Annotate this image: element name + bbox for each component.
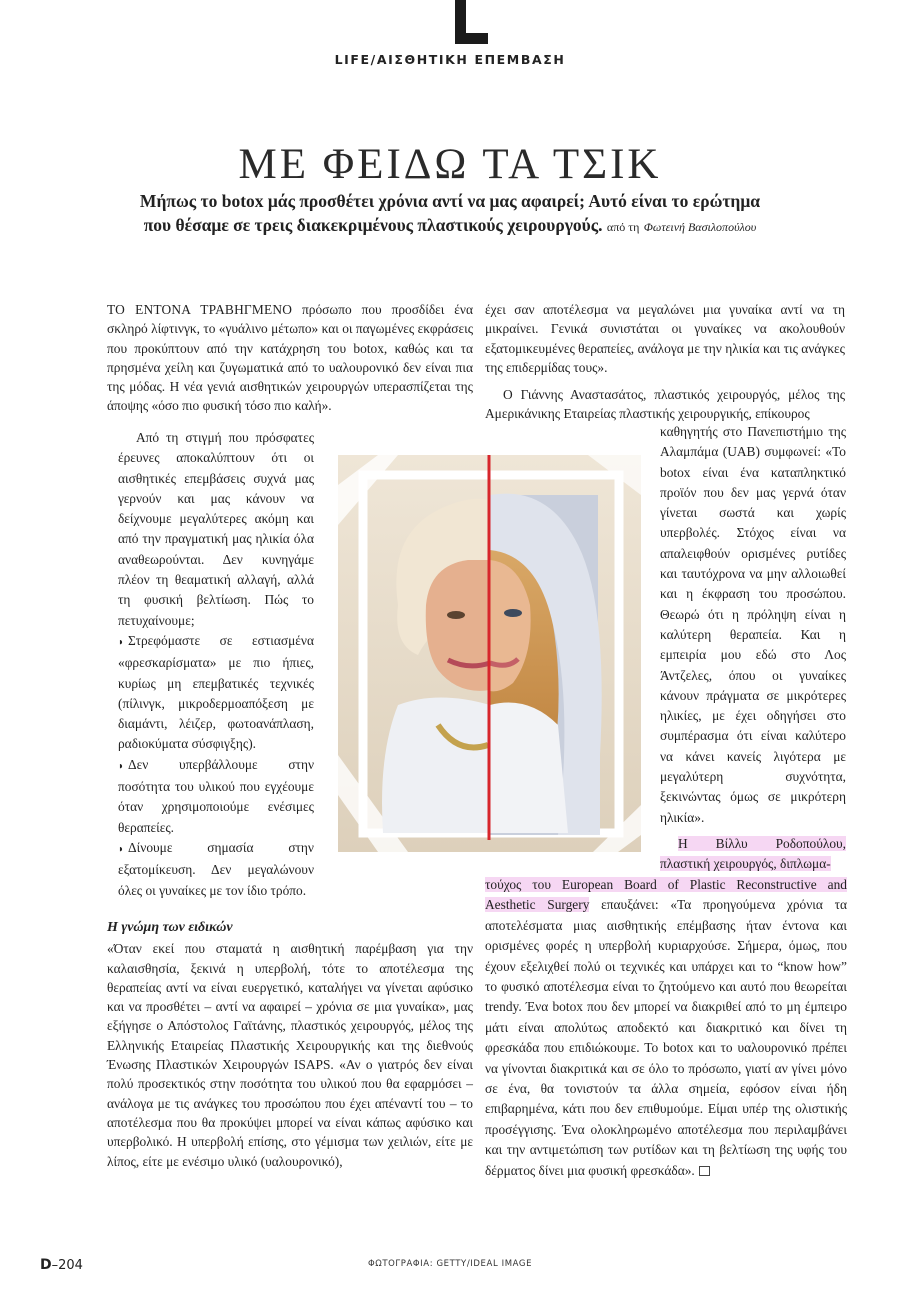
lead-caps: ΤΟ ΕΝΤΟΝΑ ΤΡΑΒΗΓΜΕΝΟ [107, 302, 293, 317]
rodopoulou-intro: Η Βίλλυ Ροδοπούλου, πλαστική χειρουργός, διπλωμα- [660, 836, 846, 872]
right-wrap-column [660, 422, 846, 828]
right-column-top [485, 300, 845, 424]
standfirst-line-2: που θέσαμε σε τρεις διακεκριμένους πλαστικούς χειρουργούς. [143, 215, 603, 235]
bullet-item-2: ◗ Δεν υπερβάλλουμε στην ποσότητα του υλικού που εγχέουμε όταν χρησιμοποιούμε ενέσιμες θεραπείες. [118, 755, 314, 838]
right-paragraph-2: Ο Γιάννης Αναστασάτος, πλαστικός χειρουργός, μέλος της Αμερικάνικης Εταιρείας πλαστικής χειρουργικής, επίκουρος [485, 387, 845, 422]
byline-prefix: από τη [606, 220, 640, 234]
lead-paragraph [107, 300, 473, 416]
section-label: LIFE/ΑΙΣΘΗΤΙΚΗ ΕΠΕΜΒΑΣΗ [334, 52, 566, 67]
article-photo [338, 455, 641, 852]
author-name: Φωτεινή Βασιλοπούλου [643, 220, 757, 234]
article-title: ΜΕ ΦΕΙΔΩ ΤΑ ΤΣΙΚ [238, 141, 662, 188]
photo-credit: ΦΩΤΟΓΡΑΦΙΑ: GETTY/IDEAL IMAGE [367, 1259, 533, 1269]
right-wrap-column-2 [660, 834, 846, 875]
page-letter: D [40, 1257, 52, 1273]
end-square-icon [699, 1166, 710, 1176]
bullet-item-1: ◗ Στρεφόμαστε σε εστιασμένα «φρεσκαρίσματα» με πιο ήπιες, κυρίως μη επεμβατικές τεχνικές (πίλινγκ, μικροδερμοαπόξεση με διαμάντι, λέιζερ, φωτοανάπλαση, ραδιοκύματα σύσφιγξης). [118, 631, 314, 755]
highlighted-credentials: τούχος του European Board of Plastic Reconstructive and Aesthetic Surgery [485, 877, 847, 913]
rodopoulou-quote: επαυξάνει: «Τα προηγούμενα χρόνια τα αποτελέσματα μιας αισθητικής επέμβασης ήταν έντονα και ορισμένες φορές η υπερβολή κυριαρχούσε. Σήμερα, όμως, που έχουν εξελιχθεί πολύ οι τεχνικές και υπάρχει και το “know how” το φυσικό αποτέλεσμα είναι το ζητούμενο και αυτό που θεωρείται trendy. Ένα botox που δεν μπορεί να διακριθεί από το μη έμπειρο μάτι είναι απολύτως αποδεκτό και διακριτικό και δίνει τη φρεσκάδα που επιδιώκουμε. Το botox και το υαλουρονικό πρέπει να γίνονται διακριτικά και σε όλο το πρόσωπο, γιατί αν γίνει μόνο σε ένα, θα τονιστούν τα άλλα σημεία, εφόσον είναι ήδη επιβαρημένα, κάτι που δεν επιθυμούμε. Είμαι υπέρ της ολιστικής προσέγγισης. Ένα ολοκληρωμένο αποτέλεσμα που περιλαμβάνει και την αντιμετώπιση των ρυτίδων και τη βελτίωση της υφής του δέρματος δίνει μια φυσική φρεσκάδα». [485, 897, 847, 1178]
right-column-bottom [485, 875, 847, 1181]
split-face-illustration [338, 455, 641, 852]
right-wrap-text: καθηγητής στο Πανεπιστήμιο της Αλαμπάμα (UAB) συμφωνεί: «Το botox είναι ένα καταπληκτικό προϊόν που δεν μας γερνά όταν γίνεται σωστά και χωρίς υπερβολές. Στόχος είναι να απαλειφθούν ορισμένες ρυτίδες και ταυτόχρονα να μην αλλοιωθεί και η έκφραση του προσώπου. Θεωρώ ότι η πρόληψη είναι η καλύτερη θεραπεία. Και η εμπειρία μου εδώ στο Λος Άντζελες, όπου οι γυναίκες κάνουν πράγματα σε μικρότερες ηλικίες, με έχει οδηγήσει στο συμπέρασμα ότι είναι καλύτερο να κάνει κανείς λιγότερα με μεγαλύτερη συχνότητα, ξεκινώντας όμως σε μικρότερη ηλικία». [660, 424, 846, 825]
right-paragraph-1: έχει σαν αποτέλεσμα να μεγαλώνει μια γυναίκα αντί να τη μικραίνει. Γενικά συνιστάται οι γυναίκες να ακολουθούν εξατομικευμένες θεραπείες, ανάλογα με την ηλικία και τις ανάγκες της επιδερμίδας τους». [485, 302, 845, 375]
experts-text: «Όταν εκεί που σταματά η αισθητική παρέμβαση για την καλαισθησία, ξεκινά η υπερβολή, τότε το αποτέλεσμα της θεραπείας αντί να είναι ευεργετικό, καταλήγει να γίνεται αφύσικο και να προσθέτει – αντί να αφαιρεί – χρόνια σε μια γυναίκα», μας εξήγησε ο Απόστολος Γαϊτάνης, πλαστικός χειρουργός, μέλος της Ελληνικής Εταιρείας Πλαστικής Χειρουργικής και της διεθνούς Ένωσης Πλαστικών Χειρουργών ISAPS. «Αν ο γιατρός δεν είναι πολύ προσεκτικός στην ποσότητα του υλικού που θα εφαρμόσει – ανάλογα με τις ανάγκες του προσώπου που έχει απέναντί του – το αποτέλεσμα που θα προκύψει μπορεί να είναι κάπως αφύσικο και υπερβολικό. Η υπερβολή επίσης, στο γέμισμα των χειλιών, είτε με λίπος, είτε με ενέσιμο υλικό (υαλουρονικό), [107, 941, 473, 1169]
bullet-item-3: ◗ Δίνουμε σημασία στην εξατομίκευση. Δεν μεγαλώνουν όλες οι γυναίκες με τον ίδιο τρόπο. [118, 838, 314, 901]
logo-l-mark [449, 0, 487, 44]
experts-heading: Η γνώμη των ειδικών [107, 920, 233, 935]
left-wrap-column [118, 428, 314, 901]
page-number-value: –204 [51, 1258, 83, 1273]
standfirst [130, 189, 770, 239]
standfirst-line-1: Μήπως το botox μάς προσθέτει χρόνια αντί να μας αφαιρεί; Αυτό είναι το ερώτημα [139, 191, 761, 211]
experts-section [107, 918, 473, 1171]
lead-text: πρόσωπο που προσδίδει ένα σκληρό λίφτινγκ, το «γυάλινο μέτωπο» και οι παγωμένες εκφράσεις που προκύπτουν από την κατάχρηση του botox, καθώς και τα πρησμένα χείλη και ζυγωματικά από το υαλουρονικό δεν είναι πια της μόδας. Η νέα γενιά αισθητικών χειρουργών υπερασπίζεται της άποψης «όσο πιο φυσική τόσο πιο καλή». [107, 302, 473, 414]
paragraph-2: Από τη στιγμή που πρόσφατες έρευνες αποκαλύπτουν ότι οι αισθητικές επεμβάσεις συχνά μας γερνούν και μας κάνουν να δείχνουμε μεγαλύτερες ακόμη και από την πραγματική μας ηλικία όλα αναθεωρούνται. Δεν κυνηγάμε πλέον τη θεαματική αλλαγή, αλλά τη φυσική βελτίωση. Πώς το πετυχαίνουμε; [118, 430, 314, 628]
